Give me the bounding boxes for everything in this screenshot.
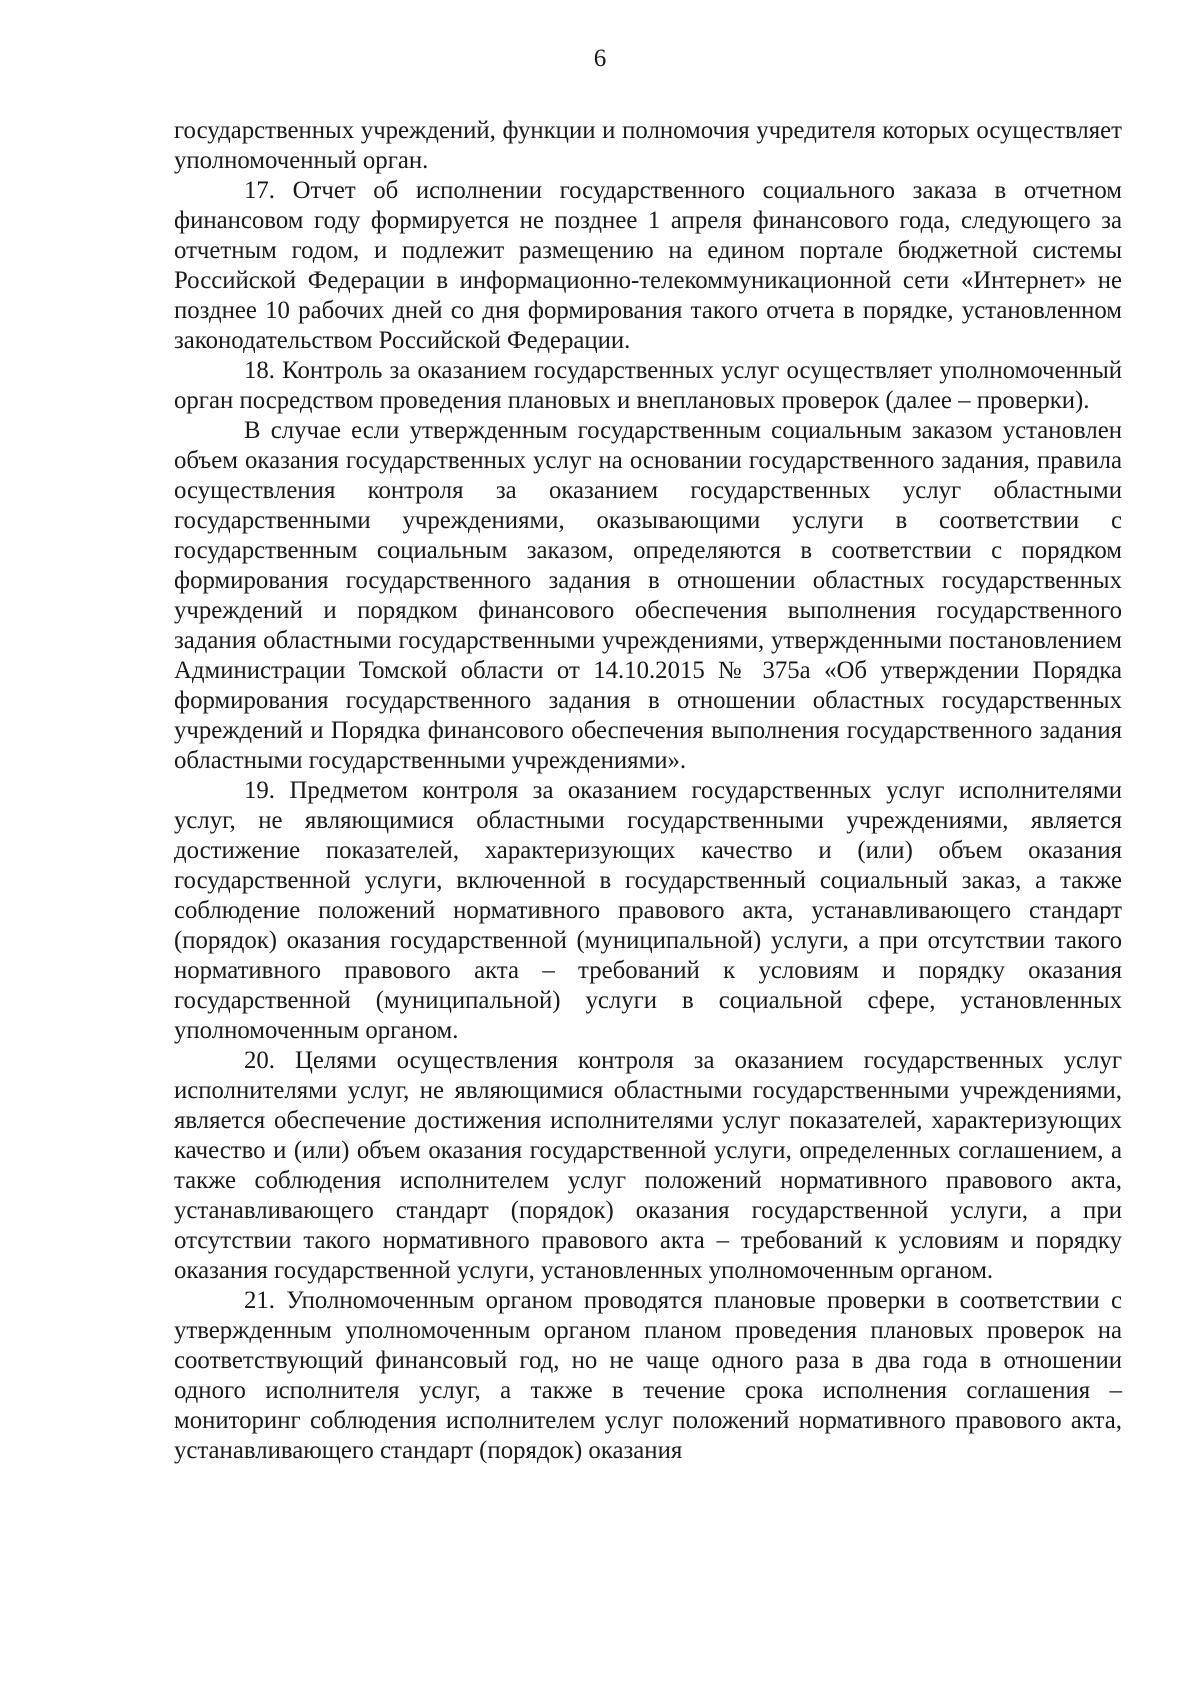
paragraph-18-case: В случае если утвержденным государственным социальным заказом установлен объем оказания государственных услуг на основании государственного задания, правила осуществления контроля за оказанием государственных услуг областными государственными учреждениями, оказывающими услуги в соответствии с государственным социальным заказом, определяются в соответствии с порядком формирования государственного задания в отношении областных государственных учреждений и порядком финансового обеспечения выполнения государственного задания областными государственными учреждениями, утвержденными постановлением Администрации Томской области от 14.10.2015 № 375а «Об утверждении Порядка формирования государственного задания в отношении областных государственных учреждений и Порядка финансового обеспечения выполнения государственного задания областными государственными учреждениями». xyxy=(174,417,1122,774)
paragraph-18: 18. Контроль за оказанием государственных услуг осуществляет уполномоченный орган посредством проведения плановых и внеплановых проверок (далее – проверки). xyxy=(174,357,1122,414)
document-body xyxy=(174,116,1122,1466)
paragraph-21: 21. Уполномоченным органом проводятся плановые проверки в соответствии с утвержденным уполномоченным органом планом проведения плановых проверок на соответствующий финансовый год, но не чаще одного раза в два года в отношении одного исполнителя услуг, а также в течение срока исполнения соглашения – мониторинг соблюдения исполнителем услуг положений нормативного правового акта, устанавливающего стандарт (порядок) оказания xyxy=(174,1287,1122,1464)
paragraph-17: 17. Отчет об исполнении государственного социального заказа в отчетном финансовом году формируется не позднее 1 апреля финансового года, следующего за отчетным годом, и подлежит размещению на едином портале бюджетной системы Российской Федерации в информационно-телекоммуникационной сети «Интернет» не позднее 10 рабочих дней со дня формирования такого отчета в порядке, установленном законодательством Российской Федерации. xyxy=(174,177,1122,354)
paragraph-19: 19. Предметом контроля за оказанием государственных услуг исполнителями услуг, не являющимися областными государственными учреждениями, является достижение показателей, характеризующих качество и (или) объем оказания государственной услуги, включенной в государственный социальный заказ, а также соблюдение положений нормативного правового акта, устанавливающего стандарт (порядок) оказания государственной (муниципальной) услуги, а при отсутствии такого нормативного правового акта – требований к условиям и порядку оказания государственной (муниципальной) услуги в социальной сфере, установленных уполномоченным органом. xyxy=(174,777,1122,1044)
paragraph-continuation: государственных учреждений, функции и полномочия учредителя которых осуществляет уполномоченный орган. xyxy=(174,117,1122,174)
paragraph-20: 20. Целями осуществления контроля за оказанием государственных услуг исполнителями услуг, не являющимися областными государственными учреждениями, является обеспечение достижения исполнителями услуг показателей, характеризующих качество и (или) объем оказания государственной услуги, определенных соглашением, а также соблюдения исполнителем услуг положений нормативного правового акта, устанавливающего стандарт (порядок) оказания государственной услуги, а при отсутствии такого нормативного правового акта – требований к условиям и порядку оказания государственной услуги, установленных уполномоченным органом. xyxy=(174,1047,1122,1284)
page-number: 6 xyxy=(593,45,607,72)
